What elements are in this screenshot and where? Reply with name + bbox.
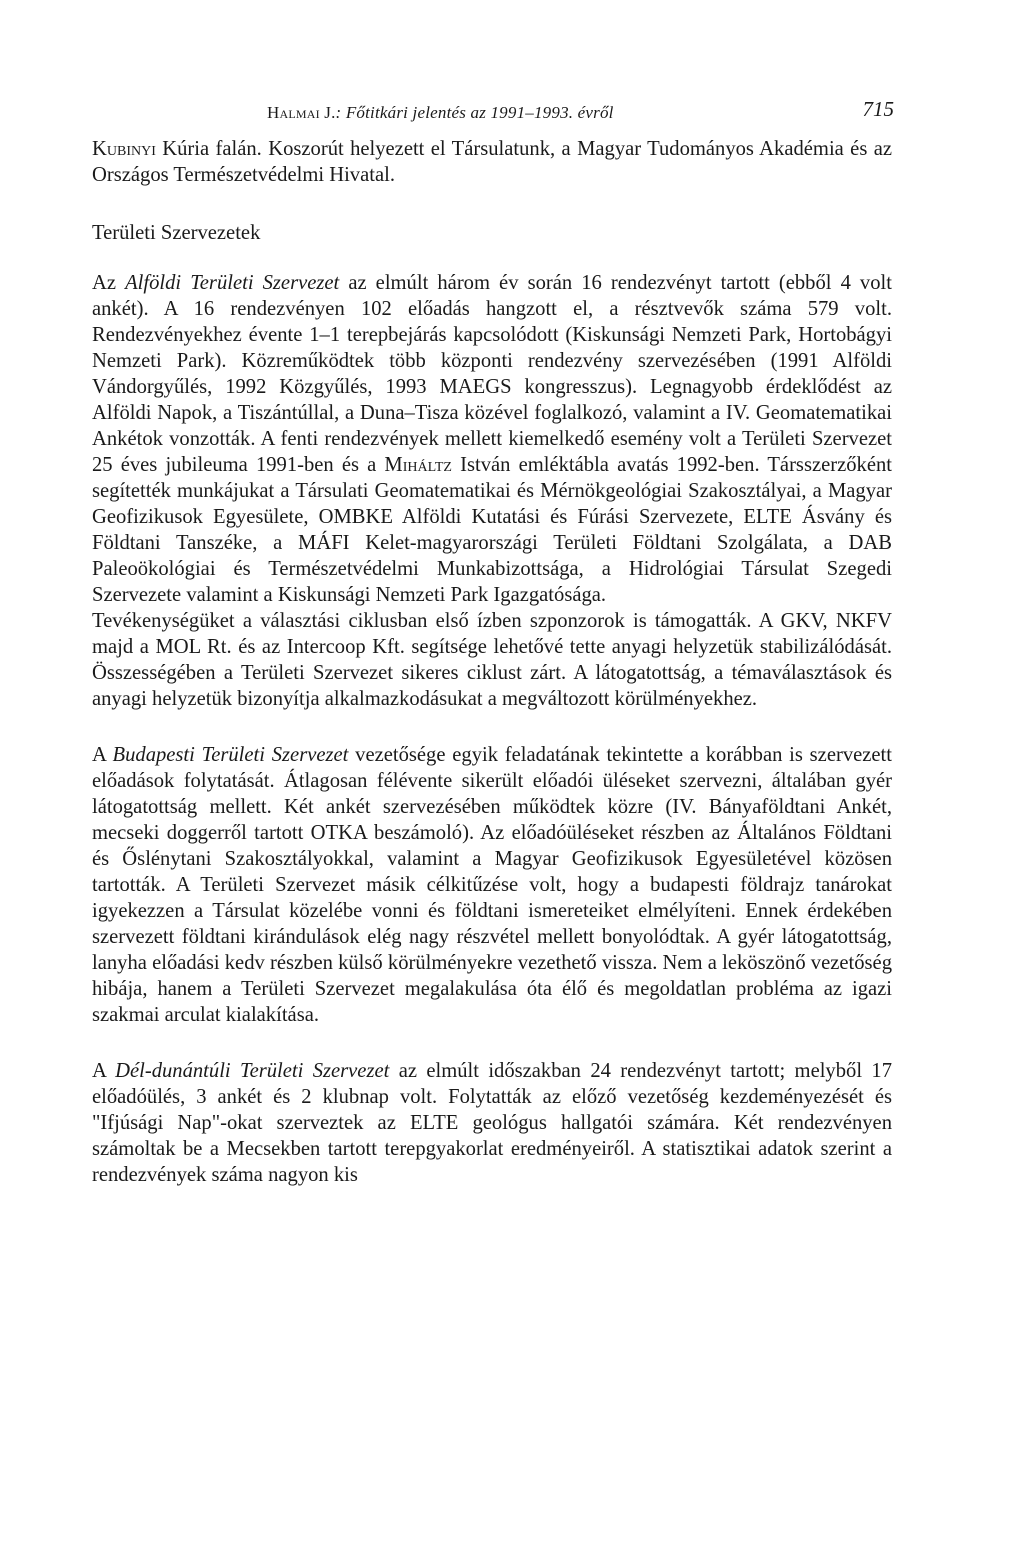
alfoldi-paragraph-2: Tevékenységüket a választási ciklusban első ízben szponzorok is támogatták. A GKV, NKFV majd a MOL Rt. és az Intercoop Kft. segítsége lehetővé tette anyagi helyzetük stabilizálódását. Összességében a Területi Szervezet sikeres ciklust zárt. A látogatottság, a témaválasztások és anyagi helyzetük bizonyítja alkalmazkodásukat a megváltozott körülményekhez. <box>92 610 892 710</box>
budapesti-org-name: Budapesti Területi Szervezet <box>112 744 349 766</box>
budapesti-body: vezetősége egyik feladatának tekintette a korábban is szervezett előadások folytatását. Átlagosan félévente sikerült előadói üléseket szervezni, általában gyér látogatottság mellett. Két ankét szervezésében működtek közre (IV. Bányaföldtani Ankét, mecseki doggerről tartott OTKA beszámoló). Az előadóüléseket részben az Általános Földtani és Őslénytani Szakosztályokkal, valamint a Magyar Geofizikusok Egyesületével közösen tartották. A Területi Szervezet másik célkitűzése volt, hogy a budapesti földrajz tanárokat igyekezzen a Társulat közelébe vonni és földtani ismereteiket elmélyíteni. Ennek érdekében szervezett földtani kirándulások elég nagy részvétel mellett bonyolódtak. A gyér látogatottság, lanyha előadási kedv részben külső körülményekre vezethető vissza. Nem a leköszönő vezetőség hibája, hanem a Területi Szervezet megalakulása óta élő és megoldatlan probléma az igazi szakmai arculat kialakítása. <box>92 744 892 1026</box>
header-author: Halmai J. <box>267 103 336 122</box>
header-title: : Főtitkári jelentés az 1991–1993. évről <box>335 103 614 122</box>
running-header <box>92 96 892 126</box>
deldunantuli-lead: A <box>92 1060 116 1082</box>
continuation-text: Kúria falán. Koszorút helyezett el Társulatunk, a Magyar Tudományos Akadémia és az Országos Természetvédelmi Hivatal. <box>92 138 892 186</box>
person-name-mihaltz: Miháltz <box>384 454 452 476</box>
budapesti-lead: A <box>92 744 113 766</box>
budapesti-paragraph <box>92 742 892 1028</box>
alfoldi-p1-tail: István emléktábla avatás 1992-ben. Társszerzőként segítették munkájukat a Társulati Geomatematikai és Mérnökgeológiai Szakosztályai, a Magyar Geofizikusok Egyesülete, OMBKE Alföldi Kutatási és Fúrási Szervezete, ELTE Ásvány és Földtani Tanszéke, a MÁFI Kelet-magyarországi Területi Földtani Szolgálata, a DAB Paleoökológiai és Természetvédelmi Munkabizottsága, a Hidrológiai Társulat Szegedi Szervezete valamint a Kiskunsági Nemzeti Park Igazgatósága. <box>92 454 892 606</box>
document-page <box>92 96 892 1188</box>
alfoldi-p1-body: az elmúlt három év során 16 rendezvényt tartott (ebből 4 volt ankét). A 16 rendezvényen 102 előadás hangzott el, a résztvevők száma 579 volt. Rendezvényekhez évente 1–1 terepbejárás kapcsolódott (Kiskunsági Nemzeti Park, Hortobágyi Nemzeti Park). Közreműködtek több központi rendezvény szervezésében (1991 Alföldi Vándorgyűlés, 1992 Közgyűlés, 1993 MAEGS kongresszus). Legnagyobb érdeklődést az Alföldi Napok, a Tiszántúllal, a Duna–Tisza közével foglalkozó, valamint a IV. Geomatematikai Ankétok vonzották. A fenti rendezvények mellett kiemelkedő esemény volt a Területi Szervezet 25 éves jubileuma 1991-ben és a <box>92 272 892 476</box>
alfoldi-org-name: Alföldi Területi Szervezet <box>125 272 340 294</box>
page-number: 715 <box>862 97 894 121</box>
continuation-paragraph <box>92 136 892 188</box>
section-heading: Területi Szervezetek <box>92 222 261 244</box>
alfoldi-p1-lead: Az <box>92 272 126 294</box>
deldunantuli-org-name: Dél-dunántúli Területi Szervezet <box>115 1060 390 1082</box>
person-name-kubinyi: Kubinyi <box>92 138 156 160</box>
running-title <box>267 100 614 126</box>
deldunantuli-body: az elmúlt időszakban 24 rendezvényt tartott; melyből 17 előadóülés, 3 ankét és 2 klubnap volt. Folytatták az előző vezetőség kezdeményezését és "Ifjúsági Nap"-okat szerveztek az ELTE geológus hallgatói számára. Két rendezvényen számoltak be a Mecsekben tartott terepgyakorlat eredményeiről. A statisztikai adatok szerint a rendezvények száma nagyon kis <box>92 1060 892 1186</box>
deldunantuli-paragraph <box>92 1058 892 1188</box>
alfoldi-paragraph-1 <box>92 270 892 608</box>
